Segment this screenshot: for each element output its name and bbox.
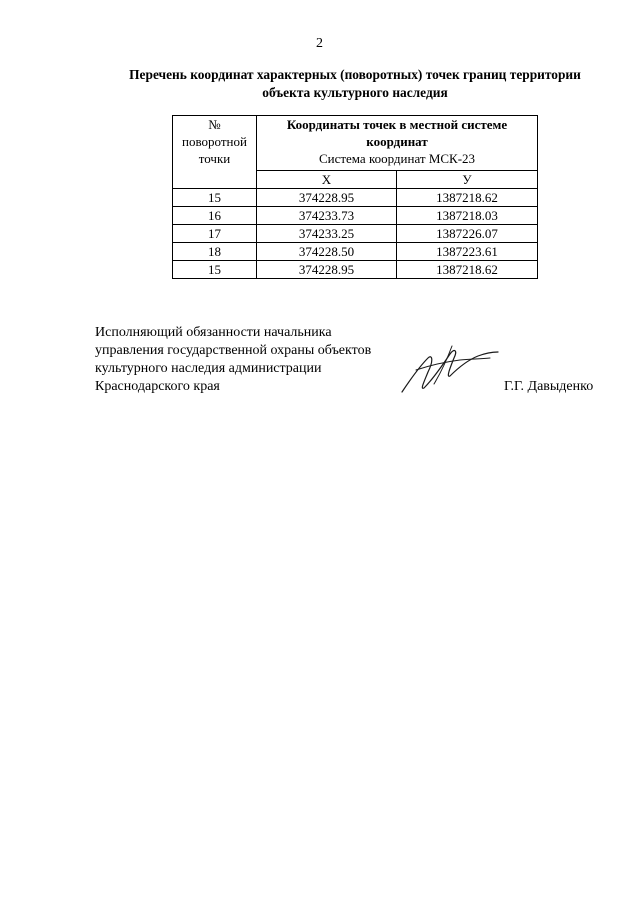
header-x: X [257, 171, 397, 189]
table-row [173, 207, 538, 225]
page-number: 2 [316, 36, 323, 51]
title-line-1: Перечень координат характерных (поворотных) точек границ территории [129, 67, 581, 82]
header-coordinate-system: Система координат МСК-23 [318, 151, 476, 166]
x-value: 374233.25 [257, 225, 397, 243]
y-value: 1387218.03 [397, 207, 538, 225]
table-row [173, 243, 538, 261]
point-number: 15 [173, 189, 257, 207]
header-y: У [397, 171, 538, 189]
document-title [95, 66, 615, 102]
x-value: 374228.50 [257, 243, 397, 261]
signatory-position [95, 324, 415, 396]
coordinates-table [172, 115, 538, 279]
y-value: 1387226.07 [397, 225, 538, 243]
header-coordinates-title: Координаты точек в местной системе координат [286, 117, 508, 149]
y-value: 1387218.62 [397, 261, 538, 279]
header-coordinates [257, 116, 538, 171]
handwritten-signature [398, 340, 500, 400]
header-point-number: № поворотной точки [173, 116, 257, 189]
x-value: 374233.73 [257, 207, 397, 225]
signatory-line: Краснодарского края [95, 379, 220, 394]
signatory-line: культурного наследия администрации [95, 361, 322, 376]
table-row [173, 225, 538, 243]
y-value: 1387218.62 [397, 189, 538, 207]
point-number: 15 [173, 261, 257, 279]
point-number: 18 [173, 243, 257, 261]
point-number: 16 [173, 207, 257, 225]
signatory-line: Исполняющий обязанности начальника [95, 325, 332, 340]
table-row [173, 189, 538, 207]
signatory-line: управления государственной охраны объектов [95, 343, 372, 358]
x-value: 374228.95 [257, 261, 397, 279]
table-row [173, 261, 538, 279]
y-value: 1387223.61 [397, 243, 538, 261]
signatory-name: Г.Г. Давыденко [504, 379, 594, 394]
title-line-2: объекта культурного наследия [262, 85, 448, 100]
point-number: 17 [173, 225, 257, 243]
x-value: 374228.95 [257, 189, 397, 207]
